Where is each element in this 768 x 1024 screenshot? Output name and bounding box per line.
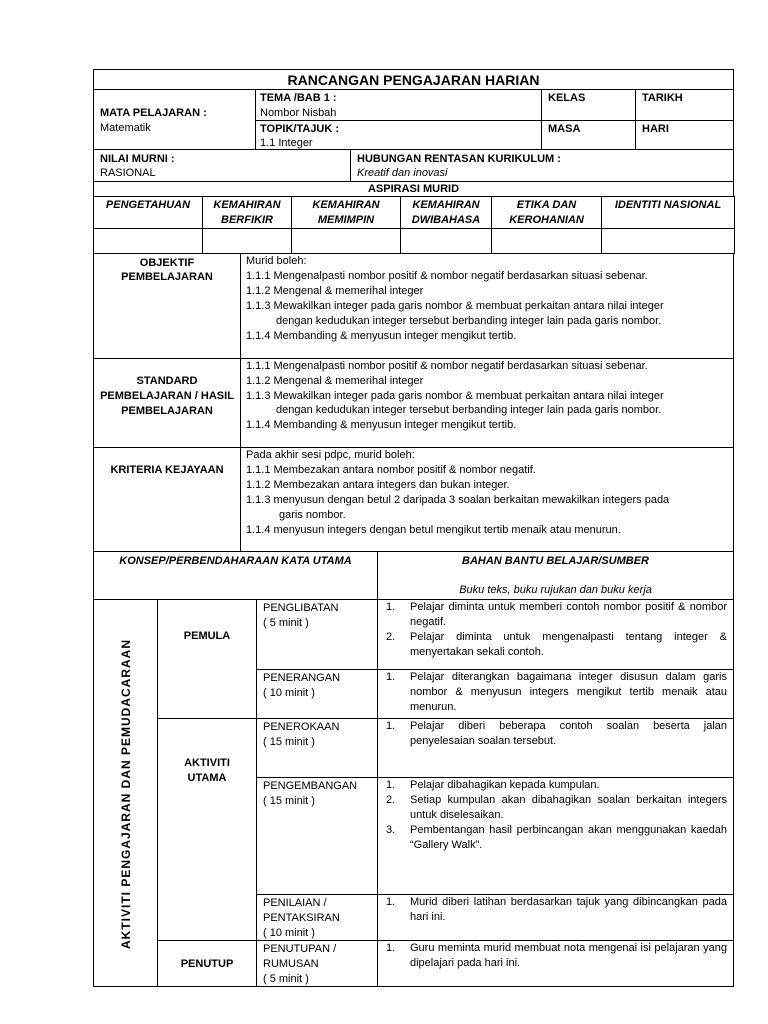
kriteria-label-cell xyxy=(93,447,241,552)
stage-item-number: 3. xyxy=(386,824,396,836)
mata-pelajaran-cell xyxy=(93,89,256,150)
stage-list-item xyxy=(386,600,727,630)
masa-cell xyxy=(541,120,636,150)
aspirasi-column-header xyxy=(491,196,602,229)
standard-label-3: PEMBELAJARAN xyxy=(121,405,213,417)
mata-pelajaran-value: Matematik xyxy=(100,122,151,134)
stage-label-cell xyxy=(256,718,378,778)
aspirasi-column-label: KEMAHIRAN xyxy=(412,199,480,211)
stage-list-item xyxy=(386,941,727,971)
standard-item: 1.1.4 Membanding & menyusun integer mengikut tertib. xyxy=(246,419,517,431)
stage-label-cell xyxy=(256,940,378,987)
aspirasi-column-label: KEMAHIRAN xyxy=(312,199,380,211)
tema-label: TEMA /BAB 1 : xyxy=(260,92,337,104)
stage-item-number: 2. xyxy=(386,794,396,806)
stage-item-number: 1. xyxy=(386,942,396,954)
kriteria-item: garis nombor. xyxy=(279,509,346,521)
stage-content-cell xyxy=(377,894,734,941)
objektif-intro: Murid boleh: xyxy=(246,255,307,267)
objektif-label-2: PEMBELAJARAN xyxy=(121,271,213,283)
stage-content-cell xyxy=(377,718,734,778)
aspirasi-column-label: IDENTITI NASIONAL xyxy=(614,199,722,211)
bahan-value: Buku teks, buku rujukan dan buku kerja xyxy=(459,584,652,596)
hubungan-cell xyxy=(350,149,734,182)
stage-content-cell xyxy=(377,599,734,670)
objektif-label-1: OBJEKTIF xyxy=(139,257,195,269)
stage-label: ( 10 minit ) xyxy=(263,687,315,699)
standard-item: 1.1.2 Mengenal & memerihal integer xyxy=(246,375,424,387)
standard-label-2: PEMBELAJARAN / HASIL xyxy=(100,390,234,402)
objektif-item: dengan kedudukan integer tersebut berbanding integer lain pada garis nombor. xyxy=(276,315,662,327)
penutup-cell xyxy=(157,940,257,987)
title-cell xyxy=(93,69,734,90)
tarikh-label: TARIKH xyxy=(642,92,683,104)
stage-list-item xyxy=(386,778,727,793)
standard-label-1: STANDARD xyxy=(136,375,198,387)
standard-content-cell xyxy=(240,358,734,448)
pemula-cell xyxy=(157,599,257,719)
topik-cell xyxy=(255,120,542,150)
aktiviti-utama-label-1: AKTIVITI xyxy=(184,757,230,769)
kriteria-label: KRITERIA KEJAYAAN xyxy=(110,464,224,476)
aspirasi-column-label: ETIKA DAN xyxy=(516,199,577,211)
topik-value: 1.1 Integer xyxy=(260,137,313,149)
hubungan-label: HUBUNGAN RENTASAN KURIKULUM : xyxy=(357,153,561,165)
stage-item-text: Pelajar diminta untuk memberi contoh nombor positif & nombor negatif. xyxy=(410,601,727,628)
aspirasi-column-blank xyxy=(202,228,292,254)
aktiviti-utama-label-2: UTAMA xyxy=(187,772,227,784)
aspirasi-column-header xyxy=(93,196,203,229)
objektif-item: 1.1.3 Mewakilkan integer pada garis nombor & membuat perkaitan antara nilai integer xyxy=(246,300,664,312)
stage-item-number: 1. xyxy=(386,779,396,791)
hari-cell xyxy=(635,120,734,150)
tema-cell xyxy=(255,89,542,121)
kriteria-item: 1.1.2 Membezakan antara integers dan bukan integer. xyxy=(246,479,510,491)
objektif-content-cell xyxy=(240,253,734,359)
aspirasi-column-label: KEROHANIAN xyxy=(509,214,584,226)
objektif-label-cell xyxy=(93,253,241,359)
tarikh-cell xyxy=(635,89,734,121)
stage-item-number: 1. xyxy=(386,896,396,908)
masa-label: MASA xyxy=(548,123,581,135)
objektif-item: 1.1.2 Mengenal & memerihal integer xyxy=(246,285,424,297)
topik-label: TOPIK/TAJUK : xyxy=(260,123,340,135)
stage-content-cell xyxy=(377,940,734,987)
stage-label: PENEROKAAN xyxy=(263,721,340,733)
aktiviti-vertical-label: AKTIVITI PENGAJARAN DAN PEMUDACARAAN xyxy=(119,639,133,950)
stage-label-cell xyxy=(256,894,378,941)
aspirasi-column-label: DWIBAHASA xyxy=(411,214,481,226)
stage-label: ( 15 minit ) xyxy=(263,795,315,807)
mata-pelajaran-label: MATA PELAJARAN : xyxy=(100,107,207,119)
konsep-label: KONSEP/PERBENDAHARAAN KATA UTAMA xyxy=(119,555,352,567)
nilai-murni-label: NILAI MURNI : xyxy=(100,153,175,165)
aspirasi-column-label: KEMAHIRAN xyxy=(213,199,281,211)
stage-content-cell xyxy=(377,777,734,895)
stage-content-cell xyxy=(377,669,734,719)
aspirasi-column-blank xyxy=(291,228,401,254)
stage-item-text: Pelajar diterangkan bagaimana integer disusun dalam garis nombor & menyusun integers mengikut tertib menaik atau menurun. xyxy=(410,671,727,713)
stage-item-text: Setiap kumpulan akan dibahagikan soalan berkaitan integers untuk diselesaikan. xyxy=(410,794,727,821)
stage-item-number: 1. xyxy=(386,671,396,683)
stage-label: PENILAIAN / xyxy=(263,897,327,909)
stage-item-text: Pelajar dibahagikan kepada kumpulan. xyxy=(410,779,600,791)
stage-list-item xyxy=(386,670,727,715)
penutup-label: PENUTUP xyxy=(180,958,234,970)
nilai-murni-cell xyxy=(93,149,351,182)
pemula-label: PEMULA xyxy=(183,630,231,642)
bahan-label: BAHAN BANTU BELAJAR/SUMBER xyxy=(462,555,649,567)
kelas-label: KELAS xyxy=(548,92,586,104)
stage-label: PENGEMBANGAN xyxy=(263,780,358,792)
stage-list-item xyxy=(386,823,727,853)
hari-label: HARI xyxy=(642,123,669,135)
stage-item-text: Pelajar diminta untuk mengenalpasti tentang integer & menyertakan sekali contoh. xyxy=(410,631,727,658)
tema-value: Nombor Nisbah xyxy=(260,107,337,119)
aspirasi-title: ASPIRASI MURID xyxy=(367,183,460,195)
stage-label-cell xyxy=(256,599,378,670)
hubungan-value: Kreatif dan inovasi xyxy=(357,167,448,179)
kriteria-content-cell xyxy=(240,447,734,552)
kriteria-item: 1.1.1 Membezakan antara nombor positif & nombor negatif. xyxy=(246,464,536,476)
stage-list-item xyxy=(386,719,727,749)
stage-item-number: 1. xyxy=(386,720,396,732)
kriteria-item: 1.1.4 menyusun integers dengan betul mengikut tertib menaik atau menurun. xyxy=(246,524,621,536)
kriteria-intro: Pada akhir sesi pdpc, murid boleh: xyxy=(246,449,415,461)
standard-label-cell xyxy=(93,358,241,448)
bahan-cell xyxy=(377,551,734,600)
stage-label-cell xyxy=(256,669,378,719)
nilai-murni-value: RASIONAL xyxy=(100,167,156,179)
standard-item: 1.1.1 Mengenalpasti nombor positif & nombor negatif berdasarkan situasi sebenar. xyxy=(246,360,648,372)
stage-label: ( 15 minit ) xyxy=(263,736,315,748)
stage-label: PENGLIBATAN xyxy=(263,602,339,614)
stage-item-text: Guru meminta murid membuat nota mengenai isi pelajaran yang dipelajari pada hari ini. xyxy=(410,942,727,969)
aktiviti-vertical-cell xyxy=(93,599,158,987)
kriteria-item: 1.1.3 menyusun dengan betul 2 daripada 3 soalan berkaitan mewakilkan integers pada xyxy=(246,494,670,506)
stage-list-item xyxy=(386,895,727,925)
stage-label: PENERANGAN xyxy=(263,672,341,684)
aspirasi-column-label: PENGETAHUAN xyxy=(105,199,191,211)
stage-list-item xyxy=(386,793,727,823)
stage-item-number: 2. xyxy=(386,631,396,643)
aspirasi-column-blank xyxy=(601,228,735,254)
aspirasi-column-label: BERFIKIR xyxy=(221,214,273,226)
stage-label: PENUTUPAN / xyxy=(263,943,337,955)
aspirasi-title-cell xyxy=(93,181,734,197)
stage-item-text: Pembentangan hasil perbincangan akan menggunakan kaedah “Gallery Walk”. xyxy=(410,824,727,851)
aspirasi-column-blank xyxy=(491,228,602,254)
standard-item: 1.1.3 Mewakilkan integer pada garis nombor & membuat perkaitan antara nilai integer xyxy=(246,390,664,402)
stage-item-text: Pelajar diberi beberapa contoh soalan beserta jalan penyelesaian soalan tersebut. xyxy=(410,720,727,747)
stage-label: PENTAKSIRAN xyxy=(263,912,340,924)
stage-label: ( 10 minit ) xyxy=(263,927,315,939)
aspirasi-column-header xyxy=(202,196,292,229)
kelas-cell xyxy=(541,89,636,121)
aspirasi-column-blank xyxy=(93,228,203,254)
stage-label: ( 5 minit ) xyxy=(263,973,309,985)
objektif-item: 1.1.4 Membanding & menyusun integer mengikut tertib. xyxy=(246,330,517,342)
aspirasi-column-header xyxy=(601,196,735,229)
aspirasi-column-header xyxy=(291,196,401,229)
konsep-cell xyxy=(93,551,378,600)
page-title: RANCANGAN PENGAJARAN HARIAN xyxy=(287,72,540,88)
stage-label: RUMUSAN xyxy=(263,958,319,970)
aspirasi-column-label: MEMIMPIN xyxy=(317,214,375,226)
stage-list-item xyxy=(386,630,727,660)
stage-item-number: 1. xyxy=(386,601,396,613)
standard-item: dengan kedudukan integer tersebut berbanding integer lain pada garis nombor. xyxy=(276,404,662,416)
stage-item-text: Murid diberi latihan berdasarkan tajuk yang dibincangkan pada hari ini. xyxy=(410,896,727,923)
stage-label-cell xyxy=(256,777,378,895)
objektif-item: 1.1.1 Mengenalpasti nombor positif & nombor negatif berdasarkan situasi sebenar. xyxy=(246,270,648,282)
aspirasi-column-header xyxy=(400,196,492,229)
aspirasi-column-blank xyxy=(400,228,492,254)
stage-label: ( 5 minit ) xyxy=(263,617,309,629)
aktiviti-utama-cell xyxy=(157,718,257,941)
